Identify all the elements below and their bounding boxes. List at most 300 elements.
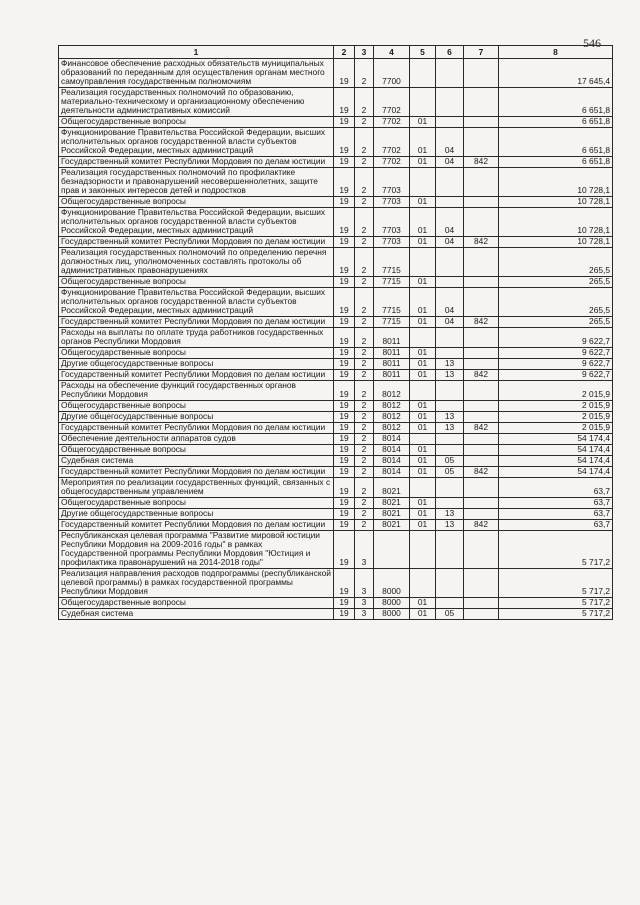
amount-cell: 10 728,1 — [499, 197, 613, 208]
code-section-cell: 01 — [410, 128, 436, 157]
code-section-cell: 01 — [410, 317, 436, 328]
amount-cell: 54 174,4 — [499, 445, 613, 456]
code-subsection-cell — [436, 569, 464, 598]
item-name-cell: Государственный комитет Республики Мордовия по делам юстиции — [59, 520, 334, 531]
amount-cell: 5 717,2 — [499, 569, 613, 598]
code-gp-cell: 19 — [334, 117, 355, 128]
table-row — [59, 609, 613, 620]
item-name-cell: Функционирование Правительства Российской Федерации, высших исполнительных органов государственной власти субъектов Российской Федерации, местных администраций — [59, 288, 334, 317]
code-section-cell: 01 — [410, 467, 436, 478]
code-ministry-cell — [464, 445, 499, 456]
code-target-cell: 8000 — [374, 609, 410, 620]
amount-cell: 63,7 — [499, 509, 613, 520]
code-subsection-cell: 04 — [436, 208, 464, 237]
code-pp-cell: 2 — [355, 412, 374, 423]
code-pp-cell: 2 — [355, 328, 374, 348]
code-ministry-cell — [464, 348, 499, 359]
code-ministry-cell — [464, 359, 499, 370]
code-pp-cell: 2 — [355, 401, 374, 412]
code-ministry-cell — [464, 117, 499, 128]
code-target-cell: 7702 — [374, 128, 410, 157]
code-gp-cell: 19 — [334, 509, 355, 520]
code-ministry-cell: 842 — [464, 237, 499, 248]
code-section-cell: 01 — [410, 456, 436, 467]
code-gp-cell: 19 — [334, 370, 355, 381]
amount-cell: 54 174,4 — [499, 434, 613, 445]
column-header-8: 8 — [499, 46, 613, 59]
code-subsection-cell — [436, 498, 464, 509]
budget-table — [58, 45, 613, 620]
table-row — [59, 208, 613, 237]
item-name-cell: Другие общегосударственные вопросы — [59, 509, 334, 520]
code-target-cell: 8011 — [374, 370, 410, 381]
code-ministry-cell — [464, 328, 499, 348]
code-pp-cell: 2 — [355, 88, 374, 117]
code-ministry-cell — [464, 59, 499, 88]
code-section-cell — [410, 531, 436, 569]
code-subsection-cell: 13 — [436, 423, 464, 434]
code-gp-cell: 19 — [334, 498, 355, 509]
table-row — [59, 88, 613, 117]
item-name-cell: Республиканская целевая программа "Развитие мировой юстиции Республики Мордовия на 2009-2016 годы" в рамках Государственной программы Республики Мордовия "Юстиция и профилактика правонарушений на 2014-2018 годы" — [59, 531, 334, 569]
code-ministry-cell: 842 — [464, 370, 499, 381]
code-section-cell — [410, 569, 436, 598]
amount-cell: 63,7 — [499, 498, 613, 509]
code-gp-cell: 19 — [334, 445, 355, 456]
table-row — [59, 467, 613, 478]
table-row — [59, 434, 613, 445]
code-gp-cell: 19 — [334, 208, 355, 237]
table-row — [59, 478, 613, 498]
item-name-cell: Обеспечение деятельности аппаратов судов — [59, 434, 334, 445]
code-target-cell: 8014 — [374, 445, 410, 456]
code-subsection-cell: 13 — [436, 520, 464, 531]
code-pp-cell: 2 — [355, 237, 374, 248]
code-target-cell: 8014 — [374, 467, 410, 478]
amount-cell: 6 651,8 — [499, 88, 613, 117]
code-pp-cell: 3 — [355, 531, 374, 569]
code-pp-cell: 2 — [355, 317, 374, 328]
table-row — [59, 237, 613, 248]
amount-cell: 2 015,9 — [499, 381, 613, 401]
code-pp-cell: 2 — [355, 208, 374, 237]
amount-cell: 17 645,4 — [499, 59, 613, 88]
code-gp-cell: 19 — [334, 531, 355, 569]
amount-cell: 9 622,7 — [499, 359, 613, 370]
code-pp-cell: 2 — [355, 248, 374, 277]
code-target-cell: 8021 — [374, 509, 410, 520]
code-subsection-cell — [436, 531, 464, 569]
code-target-cell: 7703 — [374, 197, 410, 208]
code-subsection-cell — [436, 88, 464, 117]
code-subsection-cell — [436, 401, 464, 412]
code-ministry-cell — [464, 88, 499, 117]
item-name-cell: Общегосударственные вопросы — [59, 445, 334, 456]
table-row — [59, 168, 613, 197]
amount-cell: 5 717,2 — [499, 531, 613, 569]
header-row — [59, 46, 613, 59]
code-section-cell — [410, 381, 436, 401]
amount-cell: 6 651,8 — [499, 128, 613, 157]
item-name-cell: Реализация государственных полномочий по образованию, материально-техническому и организационному обеспечению деятельности административных комиссий — [59, 88, 334, 117]
table-row — [59, 370, 613, 381]
item-name-cell: Общегосударственные вопросы — [59, 348, 334, 359]
code-pp-cell: 2 — [355, 359, 374, 370]
code-subsection-cell — [436, 445, 464, 456]
code-target-cell: 7715 — [374, 248, 410, 277]
amount-cell: 10 728,1 — [499, 208, 613, 237]
item-name-cell: Государственный комитет Республики Мордовия по делам юстиции — [59, 370, 334, 381]
column-header-2: 2 — [334, 46, 355, 59]
code-gp-cell: 19 — [334, 423, 355, 434]
code-subsection-cell: 13 — [436, 370, 464, 381]
item-name-cell: Судебная система — [59, 609, 334, 620]
code-section-cell: 01 — [410, 445, 436, 456]
code-section-cell — [410, 168, 436, 197]
amount-cell: 5 717,2 — [499, 609, 613, 620]
code-target-cell: 8012 — [374, 423, 410, 434]
code-target-cell: 8021 — [374, 478, 410, 498]
code-target-cell: 7715 — [374, 288, 410, 317]
code-pp-cell: 3 — [355, 598, 374, 609]
amount-cell: 265,5 — [499, 277, 613, 288]
code-ministry-cell — [464, 456, 499, 467]
table-body — [59, 59, 613, 620]
amount-cell: 2 015,9 — [499, 423, 613, 434]
code-subsection-cell — [436, 168, 464, 197]
code-section-cell: 01 — [410, 412, 436, 423]
table-row — [59, 445, 613, 456]
code-target-cell: 7702 — [374, 117, 410, 128]
code-subsection-cell — [436, 381, 464, 401]
code-target-cell: 7715 — [374, 317, 410, 328]
code-ministry-cell — [464, 478, 499, 498]
code-subsection-cell: 04 — [436, 317, 464, 328]
code-pp-cell: 2 — [355, 509, 374, 520]
code-section-cell: 01 — [410, 348, 436, 359]
item-name-cell: Реализация направления расходов подпрограммы (республиканской целевой программы) в рамках государственной программы Республики Мордовия — [59, 569, 334, 598]
amount-cell: 54 174,4 — [499, 467, 613, 478]
code-section-cell: 01 — [410, 288, 436, 317]
column-header-1: 1 — [59, 46, 334, 59]
table-row — [59, 381, 613, 401]
table-row — [59, 401, 613, 412]
code-ministry-cell — [464, 168, 499, 197]
code-section-cell: 01 — [410, 498, 436, 509]
code-section-cell: 01 — [410, 237, 436, 248]
item-name-cell: Другие общегосударственные вопросы — [59, 359, 334, 370]
code-ministry-cell: 842 — [464, 520, 499, 531]
code-section-cell: 01 — [410, 598, 436, 609]
code-subsection-cell: 13 — [436, 359, 464, 370]
code-section-cell: 01 — [410, 370, 436, 381]
code-gp-cell: 19 — [334, 328, 355, 348]
item-name-cell: Функционирование Правительства Российской Федерации, высших исполнительных органов государственной власти субъектов Российской Федерации, местных администраций — [59, 128, 334, 157]
code-ministry-cell — [464, 401, 499, 412]
code-gp-cell: 19 — [334, 157, 355, 168]
code-ministry-cell — [464, 277, 499, 288]
code-ministry-cell — [464, 498, 499, 509]
code-pp-cell: 2 — [355, 277, 374, 288]
column-header-4: 4 — [374, 46, 410, 59]
code-target-cell: 8011 — [374, 359, 410, 370]
code-section-cell — [410, 88, 436, 117]
code-ministry-cell: 842 — [464, 467, 499, 478]
code-subsection-cell — [436, 328, 464, 348]
code-ministry-cell — [464, 248, 499, 277]
code-subsection-cell — [436, 348, 464, 359]
code-pp-cell: 2 — [355, 348, 374, 359]
code-subsection-cell: 05 — [436, 467, 464, 478]
code-pp-cell: 2 — [355, 381, 374, 401]
table-row — [59, 509, 613, 520]
item-name-cell: Государственный комитет Республики Мордовия по делам юстиции — [59, 467, 334, 478]
item-name-cell: Общегосударственные вопросы — [59, 498, 334, 509]
amount-cell: 63,7 — [499, 520, 613, 531]
code-pp-cell: 2 — [355, 423, 374, 434]
amount-cell: 63,7 — [499, 478, 613, 498]
code-subsection-cell — [436, 59, 464, 88]
item-name-cell: Общегосударственные вопросы — [59, 117, 334, 128]
code-gp-cell: 19 — [334, 88, 355, 117]
code-target-cell: 8011 — [374, 328, 410, 348]
table-row — [59, 317, 613, 328]
code-gp-cell: 19 — [334, 598, 355, 609]
item-name-cell: Государственный комитет Республики Мордовия по делам юстиции — [59, 157, 334, 168]
code-subsection-cell: 05 — [436, 456, 464, 467]
code-ministry-cell: 842 — [464, 317, 499, 328]
code-target-cell: 8021 — [374, 498, 410, 509]
code-section-cell: 01 — [410, 277, 436, 288]
code-section-cell — [410, 59, 436, 88]
code-target-cell: 7703 — [374, 168, 410, 197]
table-row — [59, 423, 613, 434]
item-name-cell: Расходы на обеспечение функций государственных органов Республики Мордовия — [59, 381, 334, 401]
code-target-cell: 7702 — [374, 157, 410, 168]
code-section-cell: 01 — [410, 157, 436, 168]
code-gp-cell: 19 — [334, 520, 355, 531]
table-row — [59, 359, 613, 370]
code-pp-cell: 2 — [355, 59, 374, 88]
code-ministry-cell — [464, 569, 499, 598]
table-row — [59, 412, 613, 423]
amount-cell: 9 622,7 — [499, 370, 613, 381]
item-name-cell: Реализация государственных полномочий по определению перечня должностных лиц, уполномоченных составлять протоколы об административных правонарушениях — [59, 248, 334, 277]
code-gp-cell: 19 — [334, 359, 355, 370]
code-subsection-cell — [436, 277, 464, 288]
table-row — [59, 498, 613, 509]
amount-cell: 10 728,1 — [499, 168, 613, 197]
code-gp-cell: 19 — [334, 381, 355, 401]
amount-cell: 5 717,2 — [499, 598, 613, 609]
amount-cell: 265,5 — [499, 288, 613, 317]
code-gp-cell: 19 — [334, 569, 355, 598]
code-pp-cell: 2 — [355, 128, 374, 157]
code-target-cell: 7703 — [374, 237, 410, 248]
code-subsection-cell: 05 — [436, 609, 464, 620]
code-gp-cell: 19 — [334, 128, 355, 157]
code-gp-cell: 19 — [334, 456, 355, 467]
amount-cell: 9 622,7 — [499, 328, 613, 348]
code-subsection-cell: 13 — [436, 509, 464, 520]
code-subsection-cell: 04 — [436, 157, 464, 168]
item-name-cell: Мероприятия по реализации государственных функций, связанных с общегосударственным управлением — [59, 478, 334, 498]
amount-cell: 9 622,7 — [499, 348, 613, 359]
code-section-cell: 01 — [410, 208, 436, 237]
code-target-cell: 8011 — [374, 348, 410, 359]
table-row — [59, 348, 613, 359]
table-row — [59, 288, 613, 317]
code-subsection-cell — [436, 598, 464, 609]
code-target-cell: 7700 — [374, 59, 410, 88]
code-section-cell: 01 — [410, 423, 436, 434]
table-row — [59, 277, 613, 288]
column-header-7: 7 — [464, 46, 499, 59]
code-pp-cell: 2 — [355, 445, 374, 456]
amount-cell: 2 015,9 — [499, 401, 613, 412]
code-pp-cell: 2 — [355, 456, 374, 467]
item-name-cell: Общегосударственные вопросы — [59, 197, 334, 208]
code-pp-cell: 2 — [355, 117, 374, 128]
code-ministry-cell — [464, 531, 499, 569]
code-subsection-cell — [436, 117, 464, 128]
page-number: 546 — [583, 36, 601, 50]
table-row — [59, 569, 613, 598]
code-section-cell — [410, 328, 436, 348]
code-gp-cell: 19 — [334, 317, 355, 328]
code-target-cell: 8014 — [374, 456, 410, 467]
item-name-cell: Государственный комитет Республики Мордовия по делам юстиции — [59, 317, 334, 328]
table-row — [59, 598, 613, 609]
item-name-cell: Государственный комитет Республики Мордовия по делам юстиции — [59, 237, 334, 248]
table-row — [59, 197, 613, 208]
item-name-cell: Функционирование Правительства Российской Федерации, высших исполнительных органов государственной власти субъектов Российской Федерации, местных администраций — [59, 208, 334, 237]
code-section-cell: 01 — [410, 359, 436, 370]
code-ministry-cell: 842 — [464, 423, 499, 434]
code-section-cell — [410, 248, 436, 277]
table-row — [59, 248, 613, 277]
code-ministry-cell — [464, 412, 499, 423]
item-name-cell: Общегосударственные вопросы — [59, 598, 334, 609]
amount-cell: 265,5 — [499, 317, 613, 328]
table-row — [59, 117, 613, 128]
code-target-cell — [374, 531, 410, 569]
code-gp-cell: 19 — [334, 412, 355, 423]
code-gp-cell: 19 — [334, 288, 355, 317]
code-ministry-cell — [464, 128, 499, 157]
column-header-5: 5 — [410, 46, 436, 59]
code-pp-cell: 2 — [355, 157, 374, 168]
code-pp-cell: 2 — [355, 370, 374, 381]
code-pp-cell: 3 — [355, 609, 374, 620]
amount-cell: 6 651,8 — [499, 157, 613, 168]
code-gp-cell: 19 — [334, 434, 355, 445]
code-section-cell: 01 — [410, 401, 436, 412]
code-ministry-cell — [464, 197, 499, 208]
code-ministry-cell — [464, 434, 499, 445]
code-subsection-cell — [436, 248, 464, 277]
code-gp-cell: 19 — [334, 467, 355, 478]
code-section-cell — [410, 478, 436, 498]
code-pp-cell: 2 — [355, 197, 374, 208]
code-target-cell: 8000 — [374, 569, 410, 598]
amount-cell: 2 015,9 — [499, 412, 613, 423]
code-gp-cell: 19 — [334, 168, 355, 197]
item-name-cell: Реализация государственных полномочий по профилактике безнадзорности и правонарушений несовершеннолетних, защите прав и законных интересов детей и подростков — [59, 168, 334, 197]
code-gp-cell: 19 — [334, 277, 355, 288]
code-target-cell: 8014 — [374, 434, 410, 445]
code-subsection-cell: 04 — [436, 237, 464, 248]
item-name-cell: Общегосударственные вопросы — [59, 277, 334, 288]
code-gp-cell: 19 — [334, 478, 355, 498]
item-name-cell: Государственный комитет Республики Мордовия по делам юстиции — [59, 423, 334, 434]
code-subsection-cell: 13 — [436, 412, 464, 423]
table-row — [59, 59, 613, 88]
code-ministry-cell: 842 — [464, 157, 499, 168]
code-subsection-cell: 04 — [436, 288, 464, 317]
code-gp-cell: 19 — [334, 59, 355, 88]
amount-cell: 265,5 — [499, 248, 613, 277]
code-ministry-cell — [464, 288, 499, 317]
table-row — [59, 520, 613, 531]
item-name-cell: Расходы на выплаты по оплате труда работников государственных органов Республики Мордовия — [59, 328, 334, 348]
code-pp-cell: 2 — [355, 288, 374, 317]
item-name-cell: Общегосударственные вопросы — [59, 401, 334, 412]
code-target-cell: 7702 — [374, 88, 410, 117]
code-pp-cell: 2 — [355, 467, 374, 478]
code-target-cell: 8012 — [374, 381, 410, 401]
column-header-6: 6 — [436, 46, 464, 59]
code-pp-cell: 2 — [355, 498, 374, 509]
column-header-3: 3 — [355, 46, 374, 59]
code-target-cell: 8021 — [374, 520, 410, 531]
table-row — [59, 128, 613, 157]
code-gp-cell: 19 — [334, 237, 355, 248]
code-section-cell: 01 — [410, 117, 436, 128]
code-subsection-cell — [436, 197, 464, 208]
code-subsection-cell — [436, 478, 464, 498]
code-pp-cell: 2 — [355, 168, 374, 197]
code-section-cell: 01 — [410, 520, 436, 531]
code-subsection-cell: 04 — [436, 128, 464, 157]
code-gp-cell: 19 — [334, 609, 355, 620]
code-pp-cell: 2 — [355, 478, 374, 498]
code-ministry-cell — [464, 598, 499, 609]
amount-cell: 54 174,4 — [499, 456, 613, 467]
code-section-cell: 01 — [410, 197, 436, 208]
code-pp-cell: 3 — [355, 569, 374, 598]
code-target-cell: 7715 — [374, 277, 410, 288]
code-pp-cell: 2 — [355, 434, 374, 445]
item-name-cell: Другие общегосударственные вопросы — [59, 412, 334, 423]
code-gp-cell: 19 — [334, 348, 355, 359]
amount-cell: 6 651,8 — [499, 117, 613, 128]
code-section-cell — [410, 434, 436, 445]
amount-cell: 10 728,1 — [499, 237, 613, 248]
code-target-cell: 8012 — [374, 412, 410, 423]
table-row — [59, 328, 613, 348]
code-ministry-cell — [464, 208, 499, 237]
code-ministry-cell — [464, 609, 499, 620]
table-row — [59, 531, 613, 569]
code-section-cell: 01 — [410, 609, 436, 620]
code-gp-cell: 19 — [334, 197, 355, 208]
code-gp-cell: 19 — [334, 248, 355, 277]
item-name-cell: Финансовое обеспечение расходных обязательств муниципальных образований по переданным для осуществления органам местного самоуправления государственным полномочиям — [59, 59, 334, 88]
code-target-cell: 7703 — [374, 208, 410, 237]
code-gp-cell: 19 — [334, 401, 355, 412]
table-row — [59, 157, 613, 168]
